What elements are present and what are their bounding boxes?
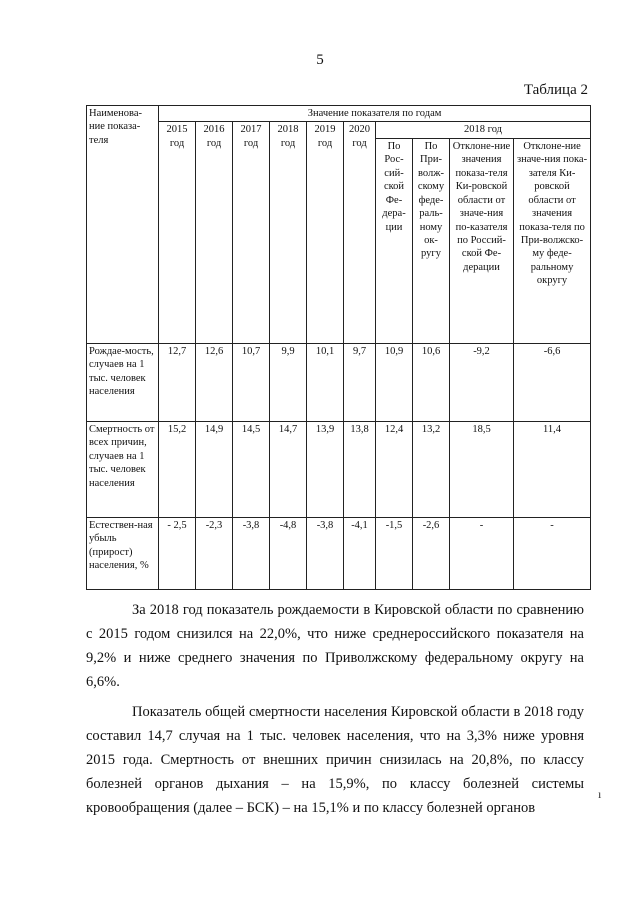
table-cell: 14,9 (196, 421, 233, 517)
header-year-2019: 2019 год (307, 122, 344, 343)
table-cell: 14,7 (270, 421, 307, 517)
table-cell: 14,5 (233, 421, 270, 517)
table-cell: 15,2 (159, 421, 196, 517)
header-deviation-volga: Отклоне-ние значе-ния пока-зателя Ки-ровской области от значения показа-теля по При-волжско-му феде-ральному округу (514, 138, 591, 343)
table-cell: 12,7 (159, 343, 196, 421)
table-cell: -3,8 (307, 517, 344, 589)
table-cell: -4,8 (270, 517, 307, 589)
scan-mark: ı (598, 787, 602, 801)
statistics-table (86, 105, 591, 590)
table-cell: -3,8 (233, 517, 270, 589)
table-cell: 9,7 (344, 343, 376, 421)
paragraph-text: За 2018 год показатель рождаемости в Кировской области по сравнению с 2015 годом снизился на 22,0%, что ниже среднероссийского показателя на 9,2% и ниже среднего значения по Приволжскому федеральному округу на 6,6%. (86, 602, 584, 690)
table-cell: -2,3 (196, 517, 233, 589)
page-number: 5 (316, 52, 324, 68)
table-cell: 13,9 (307, 421, 344, 517)
table-cell: 12,6 (196, 343, 233, 421)
table-row (87, 421, 591, 517)
header-deviation-russia: Отклоне-ние значения показа-теля Ки-ровской области от значе-ния по-казателя по Россий-ской Фе-дерации (450, 138, 514, 343)
table-cell: 13,8 (344, 421, 376, 517)
header-russia: По Рос-сий-ской Фе-дера-ции (376, 138, 413, 343)
table-cell: 10,9 (376, 343, 413, 421)
header-year-2018: 2018 год (270, 122, 307, 343)
table-cell: 11,4 (514, 421, 591, 517)
table-cell: - (450, 517, 514, 589)
table-row (87, 343, 591, 421)
table-cell: - 2,5 (159, 517, 196, 589)
table-cell: -9,2 (450, 343, 514, 421)
table-row (87, 517, 591, 589)
row-name-birth-rate: Рождае-мость, случаев на 1 тыс. человек населения (87, 343, 159, 421)
table-cell: 10,6 (413, 343, 450, 421)
header-year-2020: 2020 год (344, 122, 376, 343)
row-name-mortality: Смертность от всех причин, случаев на 1 тыс. человек населения (87, 421, 159, 517)
row-name-natural-decline: Естествен-ная убыль (прирост) населения, % (87, 517, 159, 589)
header-year-2016: 2016 год (196, 122, 233, 343)
table-cell: -4,1 (344, 517, 376, 589)
table-cell: - (514, 517, 591, 589)
table-cell: 10,1 (307, 343, 344, 421)
paragraph-birth-rate (86, 598, 584, 694)
table-caption: Таблица 2 (523, 82, 588, 98)
table-cell: -6,6 (514, 343, 591, 421)
table-cell: 18,5 (450, 421, 514, 517)
header-year-2015: 2015 год (159, 122, 196, 343)
table-cell: -2,6 (413, 517, 450, 589)
paragraph-mortality (86, 700, 584, 820)
table-cell: -1,5 (376, 517, 413, 589)
paragraph-text: Показатель общей смертности населения Кировской области в 2018 году составил 14,7 случая на 1 тыс. человек населения, что на 3,3% ниже уровня 2015 года. Смертность от внешних причин снизилась на 20,8%, по классу болезней органов дыхания – на 15,9%, по классу болезней системы кровообращения (далее – БСК) – на 15,1% и по классу болезней органов (86, 704, 584, 816)
table-cell: 12,4 (376, 421, 413, 517)
header-volga-district: По При-волж-скому феде-раль-ному ок-ругу (413, 138, 450, 343)
header-2018-group: 2018 год (376, 122, 591, 138)
table-cell: 9,9 (270, 343, 307, 421)
header-values-by-year: Значение показателя по годам (159, 106, 591, 122)
header-year-2017: 2017 год (233, 122, 270, 343)
table-cell: 10,7 (233, 343, 270, 421)
table-cell: 13,2 (413, 421, 450, 517)
header-indicator-name: Наименова-ние показа-теля (87, 106, 159, 344)
